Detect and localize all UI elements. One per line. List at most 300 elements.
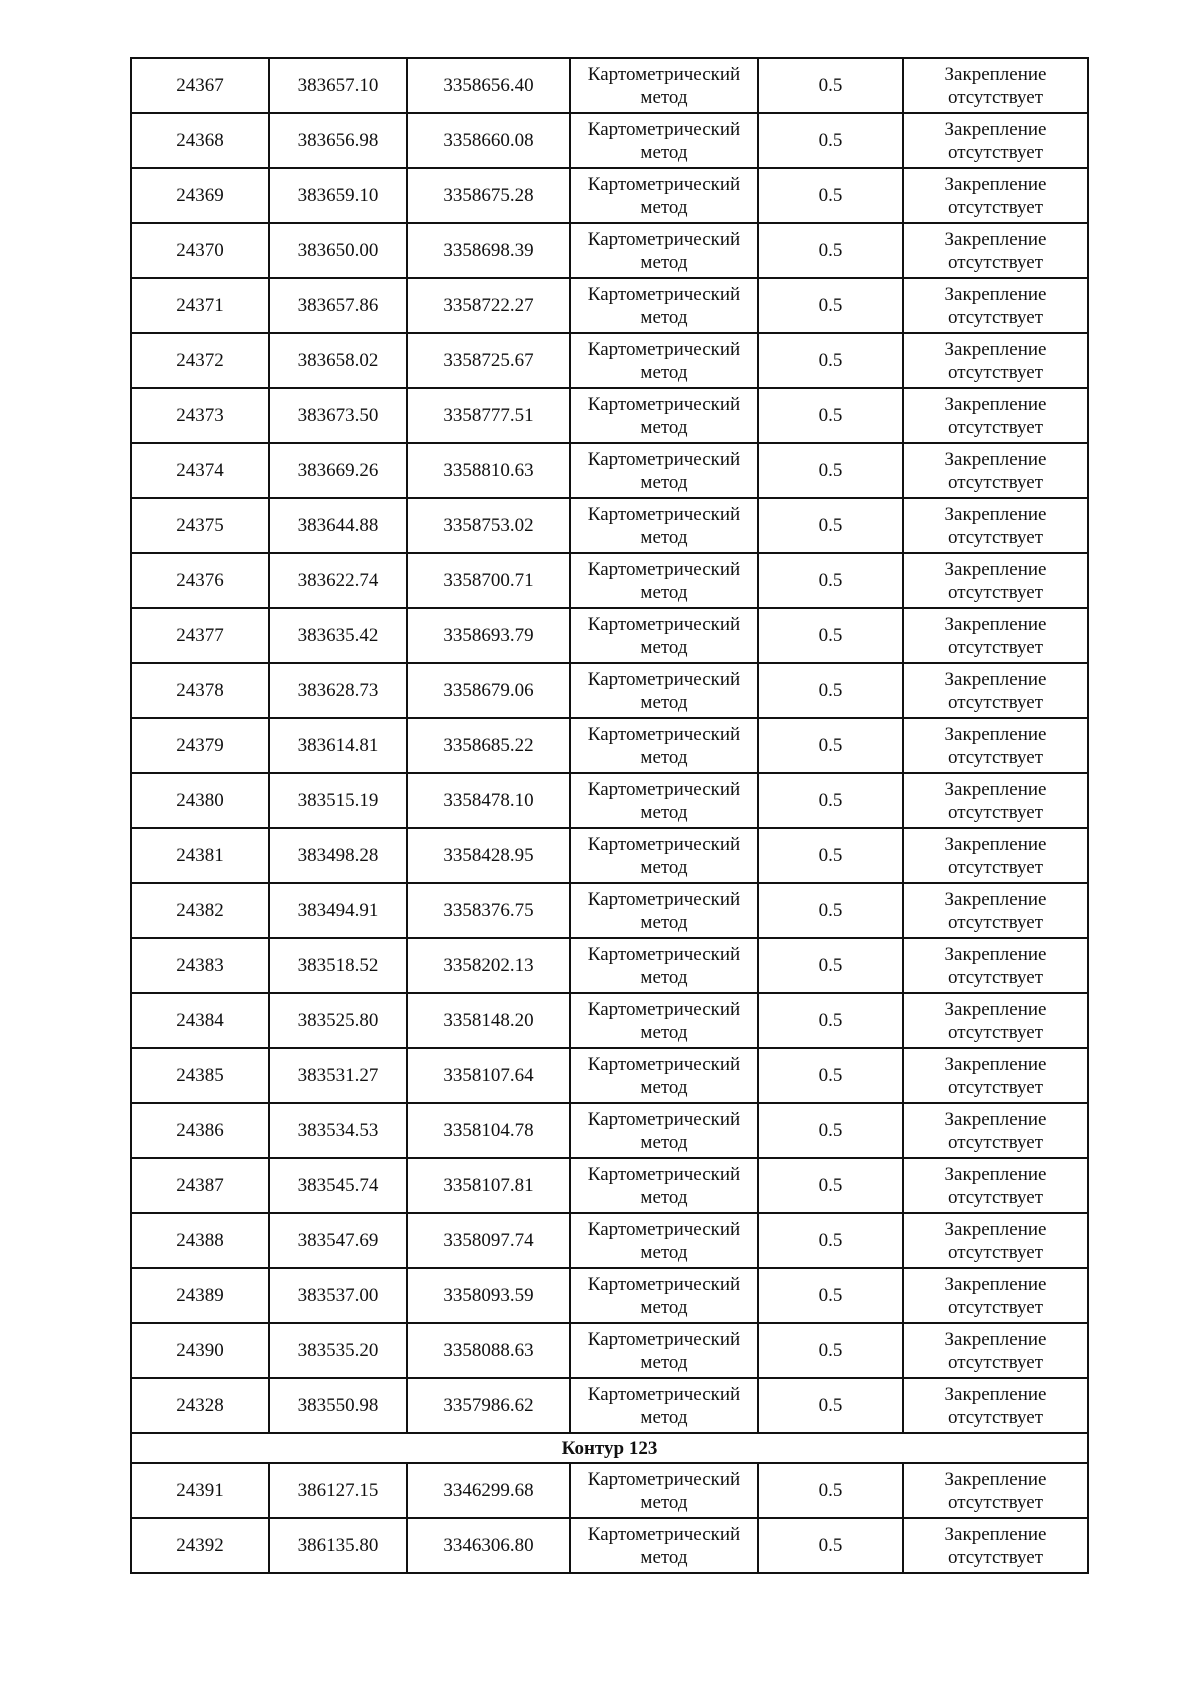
fixing-cell bbox=[903, 1518, 1088, 1573]
y-coordinate-cell: 3358700.71 bbox=[407, 553, 570, 608]
fixing-cell-line-1: Закрепление bbox=[944, 1523, 1047, 1545]
x-coordinate-cell: 383657.10 bbox=[269, 58, 407, 113]
method-cell bbox=[570, 1158, 758, 1213]
fixing-cell-line-1: Закрепление bbox=[944, 228, 1047, 250]
method-cell-line-2: метод bbox=[640, 1131, 688, 1153]
method-cell bbox=[570, 993, 758, 1048]
fixing-cell-line-1: Закрепление bbox=[944, 173, 1047, 195]
x-coordinate-cell: 383545.74 bbox=[269, 1158, 407, 1213]
method-cell-line-1: Картометрический bbox=[587, 503, 741, 525]
table-row bbox=[131, 1378, 1088, 1433]
method-cell-line-1: Картометрический bbox=[587, 558, 741, 580]
fixing-cell-line-1: Закрепление bbox=[944, 118, 1047, 140]
point-number-cell: 24392 bbox=[131, 1518, 269, 1573]
y-coordinate-cell: 3358107.81 bbox=[407, 1158, 570, 1213]
fixing-cell-line-2: отсутствует bbox=[947, 691, 1044, 713]
fixing-cell bbox=[903, 1378, 1088, 1433]
x-coordinate-cell: 383534.53 bbox=[269, 1103, 407, 1158]
method-cell-line-2: метод bbox=[640, 581, 688, 603]
y-coordinate-cell: 3358660.08 bbox=[407, 113, 570, 168]
method-cell bbox=[570, 553, 758, 608]
fixing-cell-line-2: отсутствует bbox=[947, 1076, 1044, 1098]
method-cell bbox=[570, 443, 758, 498]
method-cell bbox=[570, 883, 758, 938]
x-coordinate-cell: 383498.28 bbox=[269, 828, 407, 883]
accuracy-cell: 0.5 bbox=[758, 608, 903, 663]
x-coordinate-cell: 383535.20 bbox=[269, 1323, 407, 1378]
method-cell-line-2: метод bbox=[640, 1021, 688, 1043]
method-cell-line-2: метод bbox=[640, 471, 688, 493]
accuracy-cell: 0.5 bbox=[758, 718, 903, 773]
point-number-cell: 24386 bbox=[131, 1103, 269, 1158]
method-cell bbox=[570, 773, 758, 828]
fixing-cell-line-1: Закрепление bbox=[944, 1328, 1047, 1350]
fixing-cell-line-2: отсутствует bbox=[947, 1546, 1044, 1568]
table-row bbox=[131, 168, 1088, 223]
x-coordinate-cell: 386127.15 bbox=[269, 1463, 407, 1518]
method-cell-line-1: Картометрический bbox=[587, 833, 741, 855]
point-number-cell: 24375 bbox=[131, 498, 269, 553]
fixing-cell-line-2: отсутствует bbox=[947, 911, 1044, 933]
point-number-cell: 24385 bbox=[131, 1048, 269, 1103]
method-cell bbox=[570, 1323, 758, 1378]
fixing-cell-line-2: отсутствует bbox=[947, 856, 1044, 878]
method-cell-line-2: метод bbox=[640, 966, 688, 988]
fixing-cell-line-1: Закрепление bbox=[944, 1218, 1047, 1240]
fixing-cell bbox=[903, 388, 1088, 443]
method-cell-line-1: Картометрический bbox=[587, 228, 741, 250]
fixing-cell-line-2: отсутствует bbox=[947, 1186, 1044, 1208]
fixing-cell-line-1: Закрепление bbox=[944, 723, 1047, 745]
method-cell-line-1: Картометрический bbox=[587, 118, 741, 140]
method-cell-line-1: Картометрический bbox=[587, 943, 741, 965]
method-cell-line-2: метод bbox=[640, 361, 688, 383]
y-coordinate-cell: 3358656.40 bbox=[407, 58, 570, 113]
fixing-cell bbox=[903, 608, 1088, 663]
table-row bbox=[131, 1268, 1088, 1323]
accuracy-cell: 0.5 bbox=[758, 1378, 903, 1433]
method-cell bbox=[570, 1518, 758, 1573]
table-row bbox=[131, 1048, 1088, 1103]
fixing-cell-line-2: отсутствует bbox=[947, 1131, 1044, 1153]
table-row bbox=[131, 333, 1088, 388]
y-coordinate-cell: 3358698.39 bbox=[407, 223, 570, 278]
fixing-cell bbox=[903, 828, 1088, 883]
point-number-cell: 24381 bbox=[131, 828, 269, 883]
method-cell-line-1: Картометрический bbox=[587, 1468, 741, 1490]
y-coordinate-cell: 3358097.74 bbox=[407, 1213, 570, 1268]
method-cell-line-2: метод bbox=[640, 416, 688, 438]
accuracy-cell: 0.5 bbox=[758, 1518, 903, 1573]
point-number-cell: 24368 bbox=[131, 113, 269, 168]
method-cell bbox=[570, 113, 758, 168]
x-coordinate-cell: 383537.00 bbox=[269, 1268, 407, 1323]
fixing-cell bbox=[903, 113, 1088, 168]
fixing-cell bbox=[903, 1048, 1088, 1103]
fixing-cell-line-1: Закрепление bbox=[944, 558, 1047, 580]
accuracy-cell: 0.5 bbox=[758, 1213, 903, 1268]
point-number-cell: 24328 bbox=[131, 1378, 269, 1433]
method-cell-line-2: метод bbox=[640, 1241, 688, 1263]
y-coordinate-cell: 3358093.59 bbox=[407, 1268, 570, 1323]
x-coordinate-cell: 383525.80 bbox=[269, 993, 407, 1048]
method-cell bbox=[570, 608, 758, 663]
method-cell bbox=[570, 1268, 758, 1323]
contour-heading-row bbox=[131, 1433, 1088, 1463]
fixing-cell bbox=[903, 938, 1088, 993]
point-number-cell: 24370 bbox=[131, 223, 269, 278]
method-cell bbox=[570, 498, 758, 553]
x-coordinate-cell: 383547.69 bbox=[269, 1213, 407, 1268]
y-coordinate-cell: 3358777.51 bbox=[407, 388, 570, 443]
method-cell-line-1: Картометрический bbox=[587, 1523, 741, 1545]
table-row bbox=[131, 58, 1088, 113]
fixing-cell-line-2: отсутствует bbox=[947, 361, 1044, 383]
method-cell-line-2: метод bbox=[640, 1296, 688, 1318]
point-number-cell: 24373 bbox=[131, 388, 269, 443]
point-number-cell: 24384 bbox=[131, 993, 269, 1048]
accuracy-cell: 0.5 bbox=[758, 498, 903, 553]
method-cell-line-2: метод bbox=[640, 251, 688, 273]
y-coordinate-cell: 3358722.27 bbox=[407, 278, 570, 333]
method-cell-line-2: метод bbox=[640, 306, 688, 328]
method-cell bbox=[570, 168, 758, 223]
method-cell bbox=[570, 828, 758, 883]
method-cell-line-2: метод bbox=[640, 911, 688, 933]
x-coordinate-cell: 383650.00 bbox=[269, 223, 407, 278]
fixing-cell-line-2: отсутствует bbox=[947, 1241, 1044, 1263]
method-cell bbox=[570, 1103, 758, 1158]
method-cell-line-1: Картометрический bbox=[587, 1383, 741, 1405]
fixing-cell bbox=[903, 443, 1088, 498]
method-cell-line-1: Картометрический bbox=[587, 173, 741, 195]
accuracy-cell: 0.5 bbox=[758, 938, 903, 993]
accuracy-cell: 0.5 bbox=[758, 333, 903, 388]
accuracy-cell: 0.5 bbox=[758, 388, 903, 443]
fixing-cell bbox=[903, 1158, 1088, 1213]
fixing-cell-line-1: Закрепление bbox=[944, 778, 1047, 800]
table-row bbox=[131, 773, 1088, 828]
coordinates-table bbox=[130, 57, 1089, 1574]
method-cell-line-1: Картометрический bbox=[587, 998, 741, 1020]
method-cell-line-1: Картометрический bbox=[587, 283, 741, 305]
y-coordinate-cell: 3358428.95 bbox=[407, 828, 570, 883]
table-row bbox=[131, 1323, 1088, 1378]
method-cell-line-2: метод bbox=[640, 801, 688, 823]
method-cell-line-1: Картометрический bbox=[587, 1053, 741, 1075]
y-coordinate-cell: 3358753.02 bbox=[407, 498, 570, 553]
table-row bbox=[131, 938, 1088, 993]
method-cell-line-1: Картометрический bbox=[587, 1328, 741, 1350]
accuracy-cell: 0.5 bbox=[758, 443, 903, 498]
table-row bbox=[131, 278, 1088, 333]
y-coordinate-cell: 3358148.20 bbox=[407, 993, 570, 1048]
fixing-cell-line-2: отсутствует bbox=[947, 196, 1044, 218]
point-number-cell: 24387 bbox=[131, 1158, 269, 1213]
x-coordinate-cell: 383515.19 bbox=[269, 773, 407, 828]
fixing-cell-line-2: отсутствует bbox=[947, 966, 1044, 988]
fixing-cell bbox=[903, 333, 1088, 388]
fixing-cell-line-1: Закрепление bbox=[944, 503, 1047, 525]
method-cell-line-1: Картометрический bbox=[587, 778, 741, 800]
fixing-cell-line-2: отсутствует bbox=[947, 581, 1044, 603]
table-row bbox=[131, 113, 1088, 168]
point-number-cell: 24382 bbox=[131, 883, 269, 938]
method-cell-line-2: метод bbox=[640, 746, 688, 768]
fixing-cell-line-1: Закрепление bbox=[944, 338, 1047, 360]
method-cell bbox=[570, 718, 758, 773]
method-cell bbox=[570, 1048, 758, 1103]
accuracy-cell: 0.5 bbox=[758, 58, 903, 113]
fixing-cell-line-2: отсутствует bbox=[947, 801, 1044, 823]
y-coordinate-cell: 3358810.63 bbox=[407, 443, 570, 498]
y-coordinate-cell: 3358478.10 bbox=[407, 773, 570, 828]
x-coordinate-cell: 383550.98 bbox=[269, 1378, 407, 1433]
table-row bbox=[131, 498, 1088, 553]
method-cell-line-2: метод bbox=[640, 1186, 688, 1208]
accuracy-cell: 0.5 bbox=[758, 553, 903, 608]
fixing-cell-line-2: отсутствует bbox=[947, 526, 1044, 548]
fixing-cell bbox=[903, 223, 1088, 278]
point-number-cell: 24388 bbox=[131, 1213, 269, 1268]
point-number-cell: 24389 bbox=[131, 1268, 269, 1323]
table-row bbox=[131, 1158, 1088, 1213]
fixing-cell bbox=[903, 1463, 1088, 1518]
y-coordinate-cell: 3358376.75 bbox=[407, 883, 570, 938]
fixing-cell bbox=[903, 993, 1088, 1048]
x-coordinate-cell: 383494.91 bbox=[269, 883, 407, 938]
method-cell-line-1: Картометрический bbox=[587, 63, 741, 85]
x-coordinate-cell: 383628.73 bbox=[269, 663, 407, 718]
y-coordinate-cell: 3358104.78 bbox=[407, 1103, 570, 1158]
fixing-cell bbox=[903, 883, 1088, 938]
method-cell bbox=[570, 278, 758, 333]
table-row bbox=[131, 1463, 1088, 1518]
method-cell-line-1: Картометрический bbox=[587, 1218, 741, 1240]
table-row bbox=[131, 663, 1088, 718]
accuracy-cell: 0.5 bbox=[758, 1048, 903, 1103]
point-number-cell: 24390 bbox=[131, 1323, 269, 1378]
fixing-cell-line-1: Закрепление bbox=[944, 613, 1047, 635]
fixing-cell-line-2: отсутствует bbox=[947, 86, 1044, 108]
table-row bbox=[131, 1103, 1088, 1158]
y-coordinate-cell: 3358685.22 bbox=[407, 718, 570, 773]
accuracy-cell: 0.5 bbox=[758, 1463, 903, 1518]
y-coordinate-cell: 3358202.13 bbox=[407, 938, 570, 993]
fixing-cell-line-1: Закрепление bbox=[944, 283, 1047, 305]
method-cell-line-1: Картометрический bbox=[587, 1163, 741, 1185]
method-cell-line-1: Картометрический bbox=[587, 1273, 741, 1295]
x-coordinate-cell: 383644.88 bbox=[269, 498, 407, 553]
accuracy-cell: 0.5 bbox=[758, 993, 903, 1048]
fixing-cell-line-1: Закрепление bbox=[944, 393, 1047, 415]
table-row bbox=[131, 883, 1088, 938]
accuracy-cell: 0.5 bbox=[758, 1323, 903, 1378]
method-cell-line-2: метод bbox=[640, 526, 688, 548]
y-coordinate-cell: 3357986.62 bbox=[407, 1378, 570, 1433]
fixing-cell-line-2: отсутствует bbox=[947, 1491, 1044, 1513]
fixing-cell-line-2: отсутствует bbox=[947, 1351, 1044, 1373]
fixing-cell-line-2: отсутствует bbox=[947, 416, 1044, 438]
fixing-cell bbox=[903, 1213, 1088, 1268]
fixing-cell-line-1: Закрепление bbox=[944, 63, 1047, 85]
x-coordinate-cell: 383669.26 bbox=[269, 443, 407, 498]
table-row bbox=[131, 1213, 1088, 1268]
fixing-cell-line-2: отсутствует bbox=[947, 141, 1044, 163]
fixing-cell bbox=[903, 663, 1088, 718]
fixing-cell-line-1: Закрепление bbox=[944, 668, 1047, 690]
fixing-cell-line-2: отсутствует bbox=[947, 306, 1044, 328]
method-cell-line-2: метод bbox=[640, 691, 688, 713]
y-coordinate-cell: 3346299.68 bbox=[407, 1463, 570, 1518]
fixing-cell-line-1: Закрепление bbox=[944, 998, 1047, 1020]
method-cell-line-2: метод bbox=[640, 196, 688, 218]
y-coordinate-cell: 3358107.64 bbox=[407, 1048, 570, 1103]
fixing-cell bbox=[903, 1323, 1088, 1378]
x-coordinate-cell: 383622.74 bbox=[269, 553, 407, 608]
method-cell bbox=[570, 333, 758, 388]
accuracy-cell: 0.5 bbox=[758, 113, 903, 168]
fixing-cell-line-2: отсутствует bbox=[947, 1406, 1044, 1428]
point-number-cell: 24377 bbox=[131, 608, 269, 663]
fixing-cell bbox=[903, 718, 1088, 773]
point-number-cell: 24379 bbox=[131, 718, 269, 773]
method-cell bbox=[570, 1213, 758, 1268]
table-row bbox=[131, 223, 1088, 278]
fixing-cell-line-2: отсутствует bbox=[947, 251, 1044, 273]
accuracy-cell: 0.5 bbox=[758, 663, 903, 718]
table-row bbox=[131, 1518, 1088, 1573]
method-cell-line-2: метод bbox=[640, 1076, 688, 1098]
contour-heading: Контур 123 bbox=[131, 1433, 1088, 1463]
table-row bbox=[131, 388, 1088, 443]
method-cell-line-1: Картометрический bbox=[587, 613, 741, 635]
point-number-cell: 24374 bbox=[131, 443, 269, 498]
table-row bbox=[131, 443, 1088, 498]
point-number-cell: 24367 bbox=[131, 58, 269, 113]
fixing-cell-line-1: Закрепление bbox=[944, 1108, 1047, 1130]
fixing-cell-line-1: Закрепление bbox=[944, 833, 1047, 855]
fixing-cell-line-2: отсутствует bbox=[947, 1021, 1044, 1043]
x-coordinate-cell: 383531.27 bbox=[269, 1048, 407, 1103]
method-cell-line-2: метод bbox=[640, 1406, 688, 1428]
fixing-cell bbox=[903, 553, 1088, 608]
fixing-cell bbox=[903, 278, 1088, 333]
table-row bbox=[131, 828, 1088, 883]
y-coordinate-cell: 3346306.80 bbox=[407, 1518, 570, 1573]
accuracy-cell: 0.5 bbox=[758, 278, 903, 333]
x-coordinate-cell: 383518.52 bbox=[269, 938, 407, 993]
accuracy-cell: 0.5 bbox=[758, 1268, 903, 1323]
fixing-cell-line-2: отсутствует bbox=[947, 746, 1044, 768]
method-cell bbox=[570, 1463, 758, 1518]
y-coordinate-cell: 3358679.06 bbox=[407, 663, 570, 718]
fixing-cell-line-1: Закрепление bbox=[944, 1383, 1047, 1405]
method-cell-line-1: Картометрический bbox=[587, 448, 741, 470]
method-cell-line-1: Картометрический bbox=[587, 668, 741, 690]
method-cell-line-1: Картометрический bbox=[587, 393, 741, 415]
method-cell bbox=[570, 58, 758, 113]
x-coordinate-cell: 383673.50 bbox=[269, 388, 407, 443]
point-number-cell: 24369 bbox=[131, 168, 269, 223]
method-cell-line-1: Картометрический bbox=[587, 338, 741, 360]
point-number-cell: 24391 bbox=[131, 1463, 269, 1518]
table-row bbox=[131, 553, 1088, 608]
fixing-cell bbox=[903, 498, 1088, 553]
method-cell-line-2: метод bbox=[640, 86, 688, 108]
method-cell-line-2: метод bbox=[640, 856, 688, 878]
method-cell-line-2: метод bbox=[640, 1491, 688, 1513]
fixing-cell-line-1: Закрепление bbox=[944, 1468, 1047, 1490]
method-cell bbox=[570, 938, 758, 993]
accuracy-cell: 0.5 bbox=[758, 168, 903, 223]
accuracy-cell: 0.5 bbox=[758, 223, 903, 278]
accuracy-cell: 0.5 bbox=[758, 883, 903, 938]
point-number-cell: 24378 bbox=[131, 663, 269, 718]
method-cell-line-2: метод bbox=[640, 1546, 688, 1568]
y-coordinate-cell: 3358088.63 bbox=[407, 1323, 570, 1378]
x-coordinate-cell: 383658.02 bbox=[269, 333, 407, 388]
point-number-cell: 24380 bbox=[131, 773, 269, 828]
point-number-cell: 24383 bbox=[131, 938, 269, 993]
fixing-cell bbox=[903, 773, 1088, 828]
fixing-cell-line-2: отсутствует bbox=[947, 636, 1044, 658]
method-cell bbox=[570, 663, 758, 718]
point-number-cell: 24371 bbox=[131, 278, 269, 333]
y-coordinate-cell: 3358693.79 bbox=[407, 608, 570, 663]
x-coordinate-cell: 383635.42 bbox=[269, 608, 407, 663]
fixing-cell-line-1: Закрепление bbox=[944, 1273, 1047, 1295]
accuracy-cell: 0.5 bbox=[758, 1158, 903, 1213]
accuracy-cell: 0.5 bbox=[758, 1103, 903, 1158]
table-body bbox=[131, 58, 1088, 1573]
table-row bbox=[131, 718, 1088, 773]
x-coordinate-cell: 383659.10 bbox=[269, 168, 407, 223]
method-cell bbox=[570, 1378, 758, 1433]
method-cell-line-2: метод bbox=[640, 636, 688, 658]
y-coordinate-cell: 3358675.28 bbox=[407, 168, 570, 223]
x-coordinate-cell: 386135.80 bbox=[269, 1518, 407, 1573]
x-coordinate-cell: 383656.98 bbox=[269, 113, 407, 168]
accuracy-cell: 0.5 bbox=[758, 773, 903, 828]
fixing-cell-line-1: Закрепление bbox=[944, 1053, 1047, 1075]
fixing-cell-line-1: Закрепление bbox=[944, 888, 1047, 910]
fixing-cell-line-1: Закрепление bbox=[944, 448, 1047, 470]
table-row bbox=[131, 608, 1088, 663]
fixing-cell bbox=[903, 168, 1088, 223]
x-coordinate-cell: 383657.86 bbox=[269, 278, 407, 333]
x-coordinate-cell: 383614.81 bbox=[269, 718, 407, 773]
accuracy-cell: 0.5 bbox=[758, 828, 903, 883]
fixing-cell-line-2: отсутствует bbox=[947, 471, 1044, 493]
method-cell-line-1: Картометрический bbox=[587, 723, 741, 745]
fixing-cell-line-1: Закрепление bbox=[944, 1163, 1047, 1185]
point-number-cell: 24376 bbox=[131, 553, 269, 608]
method-cell-line-2: метод bbox=[640, 141, 688, 163]
method-cell bbox=[570, 223, 758, 278]
method-cell-line-2: метод bbox=[640, 1351, 688, 1373]
y-coordinate-cell: 3358725.67 bbox=[407, 333, 570, 388]
point-number-cell: 24372 bbox=[131, 333, 269, 388]
fixing-cell bbox=[903, 1268, 1088, 1323]
method-cell bbox=[570, 388, 758, 443]
method-cell-line-1: Картометрический bbox=[587, 1108, 741, 1130]
fixing-cell bbox=[903, 1103, 1088, 1158]
method-cell-line-1: Картометрический bbox=[587, 888, 741, 910]
fixing-cell-line-1: Закрепление bbox=[944, 943, 1047, 965]
fixing-cell bbox=[903, 58, 1088, 113]
fixing-cell-line-2: отсутствует bbox=[947, 1296, 1044, 1318]
